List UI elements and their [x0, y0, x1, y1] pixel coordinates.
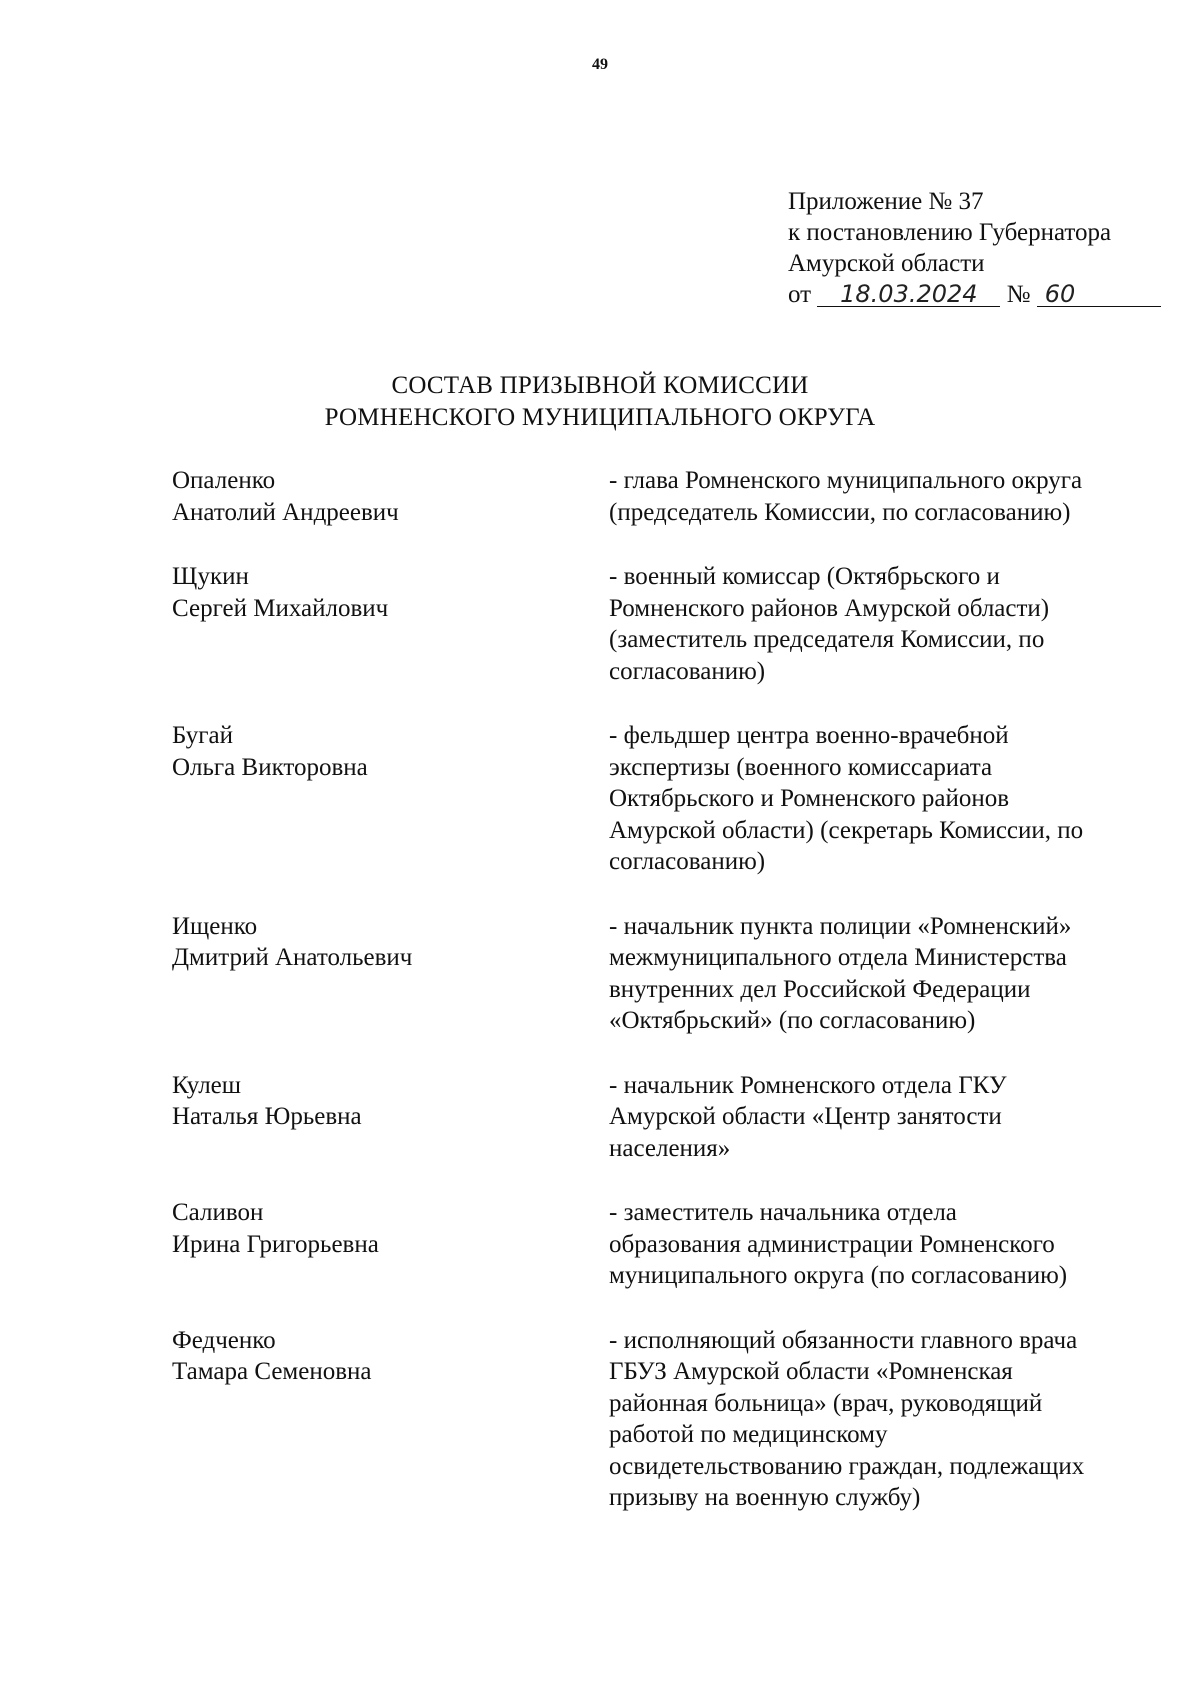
member-surname: Бугай [172, 722, 233, 749]
member-given-name: Ирина Григорьевна [172, 1230, 379, 1258]
member-surname: Кулеш [172, 1071, 242, 1099]
member-given-name: Анатолий Андреевич [172, 498, 399, 526]
member-given-name: Наталья Юрьевна [172, 1103, 362, 1130]
member-role-line: внутренних дел Российской Федерации [609, 975, 1031, 1003]
member-role-line: Ромненского районов Амурской области) [609, 594, 1050, 622]
member-role-line: Амурской области) (секретарь Комиссии, по [609, 816, 1084, 844]
member-name [172, 465, 609, 528]
member-role-line: «Октябрьский» (по согласованию) [609, 1007, 976, 1034]
handwritten-date: 18.03.2024 [817, 282, 1000, 307]
member-role-line: районная больница» (врач, руководящий [609, 1389, 1043, 1417]
member-role-line: (председатель Комиссии, по согласованию) [609, 498, 1071, 526]
member-role-line: - начальник Ромненского отдела ГКУ [609, 1071, 1007, 1099]
member-role-line: - исполняющий обязанности главного врача [609, 1326, 1078, 1354]
member-role-line: - заместитель начальника отдела [609, 1199, 957, 1226]
member-role [609, 720, 1142, 878]
member-role-line: призыву на военную службу) [609, 1484, 921, 1511]
member-role-line: (заместитель председателя Комиссии, по [609, 626, 1045, 653]
member-entry [172, 911, 1142, 1037]
member-role-line: межмуниципального отдела Министерства [609, 944, 1067, 971]
date-prefix: от [788, 281, 812, 308]
member-given-name: Ольга Викторовна [172, 753, 368, 781]
member-role-line: Амурской области «Центр занятости [609, 1103, 1002, 1130]
member-name [172, 720, 609, 878]
appendix-title: Приложение № 37 [788, 188, 984, 215]
member-entry [172, 561, 1142, 687]
member-role-line: освидетельствованию граждан, подлежащих [609, 1452, 1085, 1480]
commission-members-list [172, 465, 1142, 1547]
member-role-line: - начальник пункта полиции «Ромненский» [609, 912, 1072, 940]
appendix-reference: к постановлению Губернатора [788, 219, 1112, 246]
member-role-line: населения» [609, 1134, 731, 1162]
document-title [0, 370, 1200, 434]
member-entry [172, 1070, 1142, 1165]
member-name [172, 561, 609, 687]
member-name [172, 1325, 609, 1514]
member-surname: Саливон [172, 1199, 264, 1226]
member-role-line: - фельдшер центра военно-врачебной [609, 722, 1009, 749]
member-entry [172, 1325, 1142, 1514]
member-role [609, 465, 1142, 528]
member-given-name: Тамара Семеновна [172, 1358, 372, 1385]
member-role-line: согласованию) [609, 657, 766, 685]
member-role-line: работой по медицинскому [609, 1421, 888, 1448]
member-surname: Опаленко [172, 467, 276, 494]
appendix-header [788, 186, 1161, 310]
page-number: 49 [592, 56, 608, 73]
member-role [609, 1325, 1142, 1514]
member-surname: Щукин [172, 563, 249, 590]
member-role [609, 561, 1142, 687]
title-line-1: СОСТАВ ПРИЗЫВНОЙ КОМИССИИ [391, 372, 809, 399]
member-role-line: - глава Ромненского муниципального округа [609, 467, 1083, 494]
title-line-2: РОМНЕНСКОГО МУНИЦИПАЛЬНОГО ОКРУГА [324, 404, 876, 431]
appendix-region: Амурской области [788, 250, 985, 277]
member-name [172, 1070, 609, 1165]
member-role-line: образования администрации Ромненского [609, 1230, 1055, 1258]
member-given-name: Сергей Михайлович [172, 594, 389, 622]
member-role-line: согласованию) [609, 848, 766, 875]
member-given-name: Дмитрий Анатольевич [172, 944, 413, 971]
member-role [609, 1197, 1142, 1292]
member-entry [172, 720, 1142, 878]
member-entry [172, 1197, 1142, 1292]
member-role [609, 911, 1142, 1037]
member-role [609, 1070, 1142, 1165]
member-role-line: экспертизы (военного комиссариата [609, 753, 993, 781]
number-prefix: № [1006, 281, 1031, 308]
member-surname: Федченко [172, 1326, 276, 1354]
member-surname: Ищенко [172, 912, 258, 940]
appendix-date-line [788, 279, 1161, 310]
member-name [172, 911, 609, 1037]
member-entry [172, 465, 1142, 528]
handwritten-number: 60 [1037, 282, 1161, 307]
member-role-line: - военный комиссар (Октябрьского и [609, 563, 1000, 590]
member-role-line: Октябрьского и Ромненского районов [609, 785, 1010, 812]
member-name [172, 1197, 609, 1292]
member-role-line: ГБУЗ Амурской области «Ромненская [609, 1358, 1013, 1385]
member-role-line: муниципального округа (по согласованию) [609, 1262, 1068, 1289]
